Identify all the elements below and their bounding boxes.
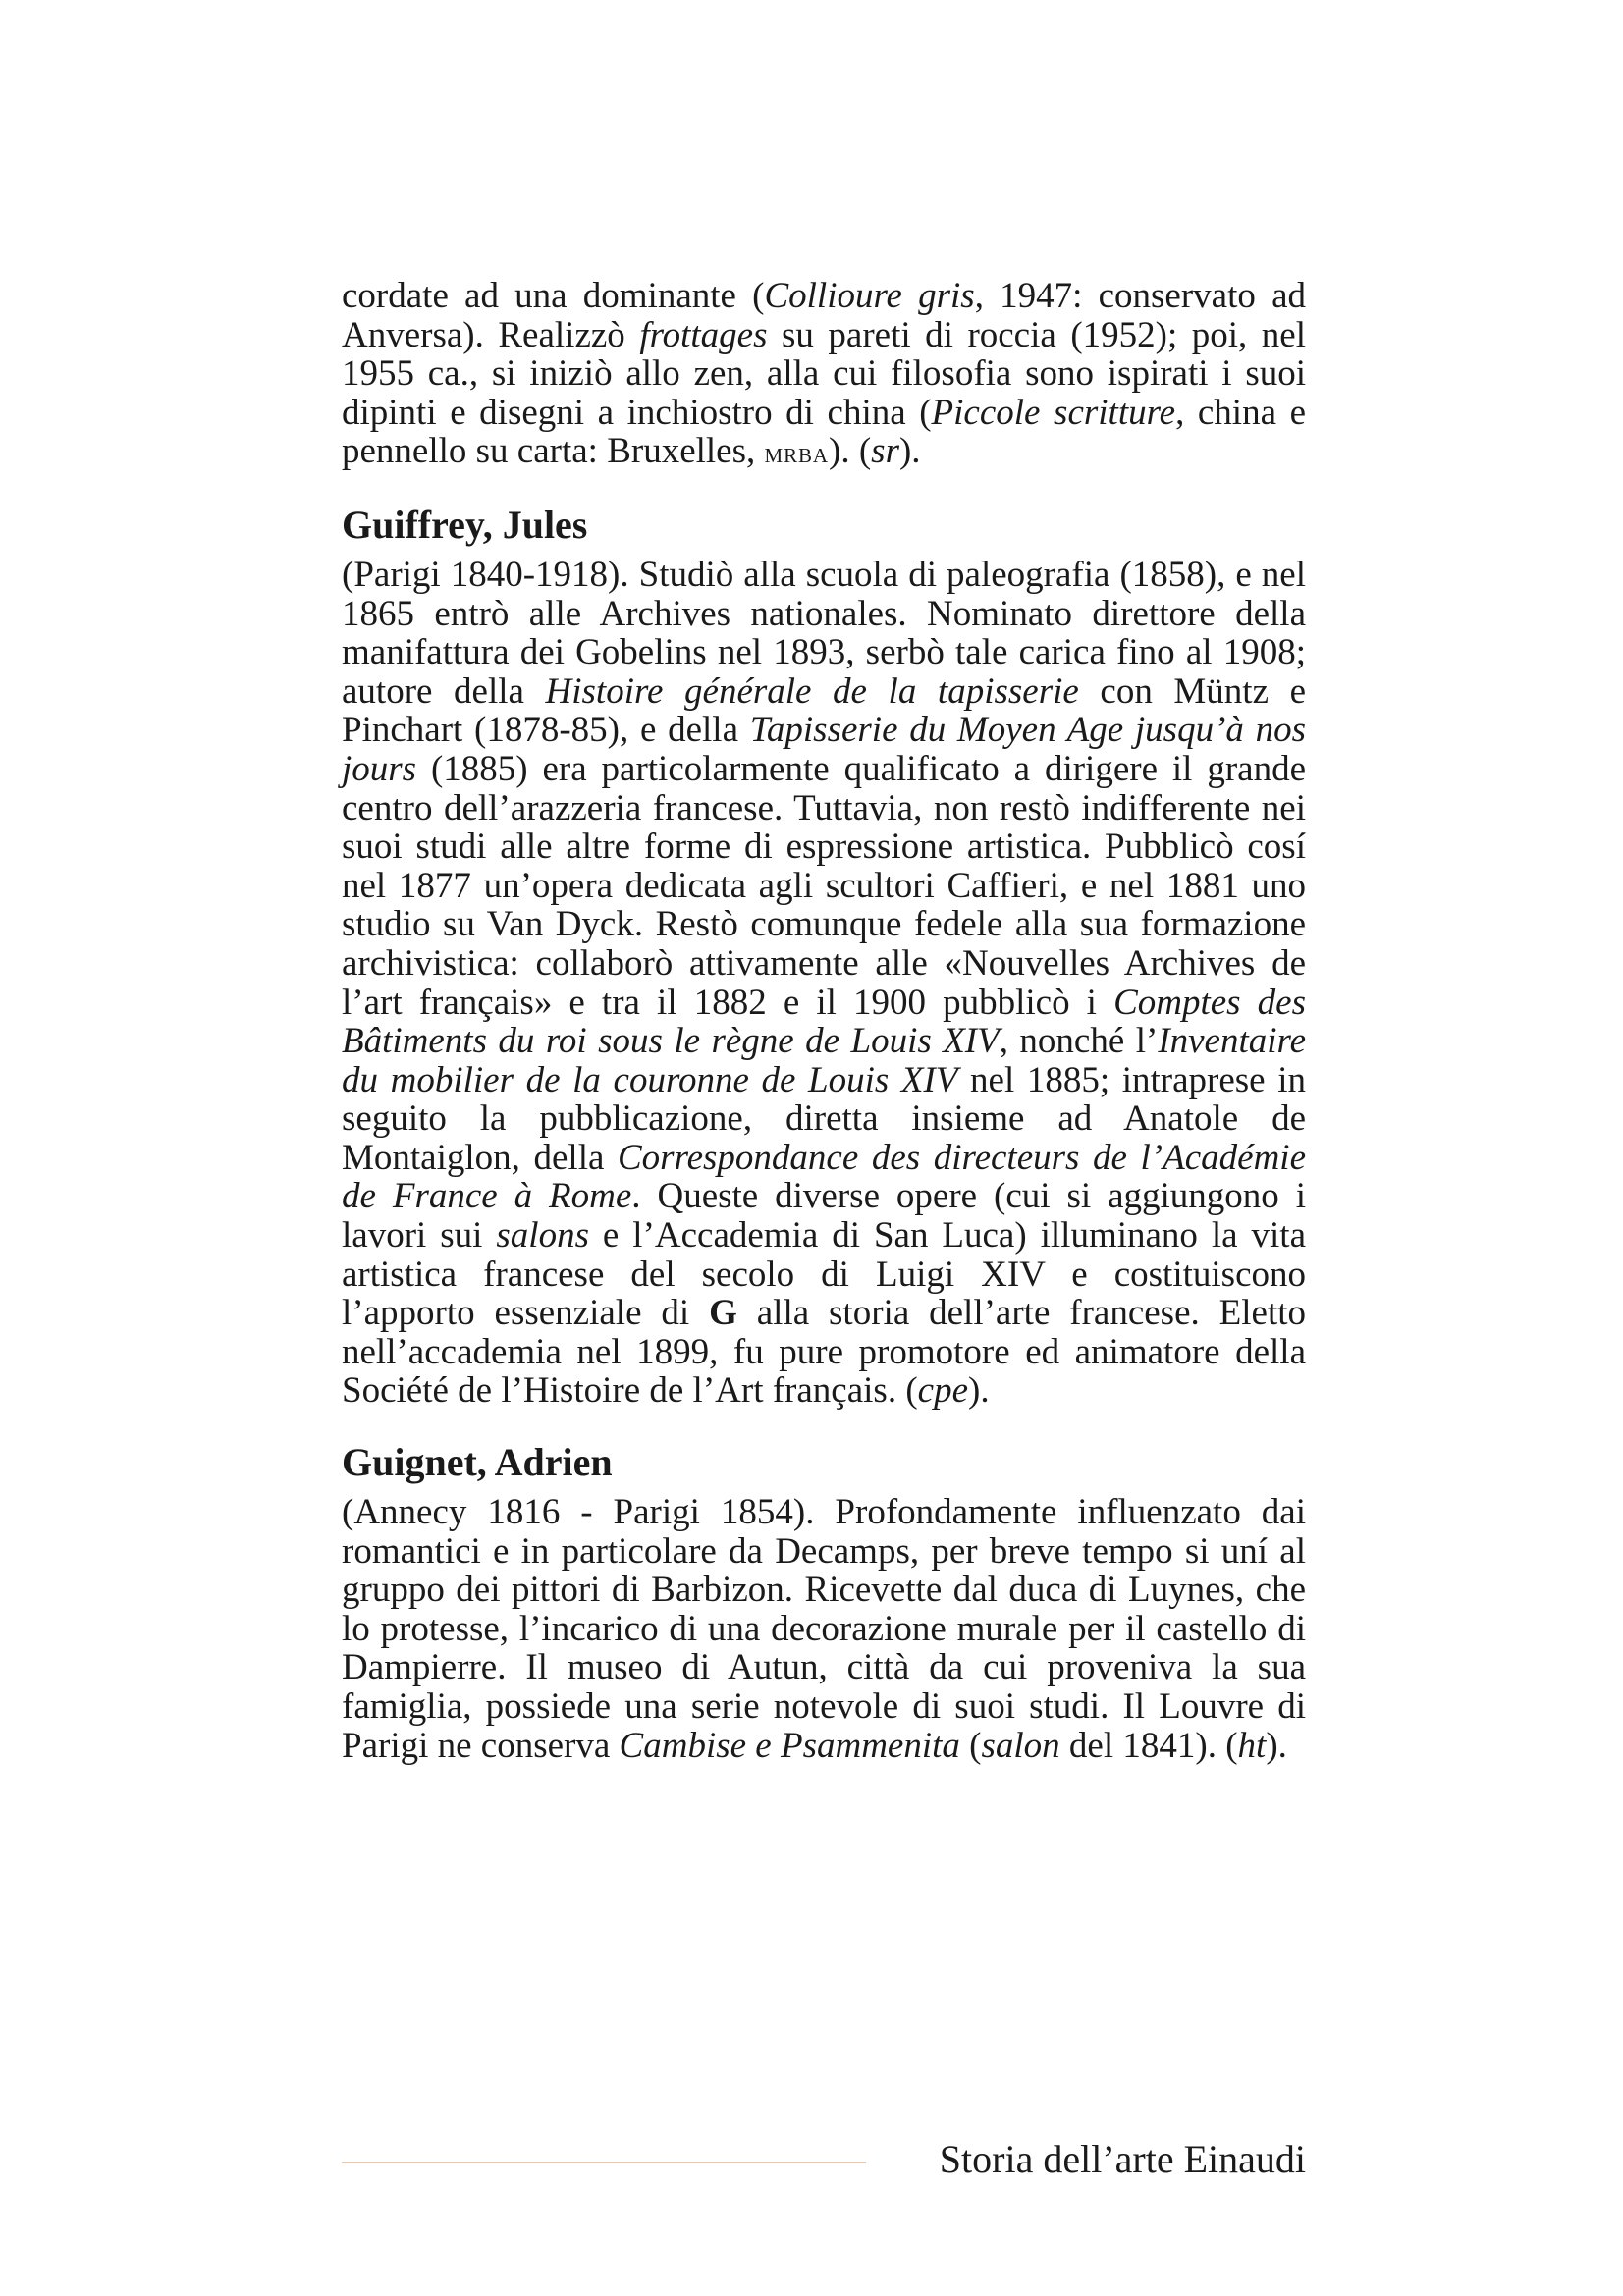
footer-rule [342,2162,866,2163]
bold-segment: G [709,1293,737,1334]
text-segment: , china e pennello su carta: Bruxelles, [342,392,1306,472]
italic-segment: salon [981,1725,1060,1766]
text-segment: . Queste diverse opere (cui si aggiungono i lavori sui [342,1176,1306,1256]
text-segment: (Parigi 1840-1918). Studiò alla scuola di paleografia (1858), e nel 1865 entrò alle Archives nationales. Nominato direttore della manifattura dei Gobelins nel 1893, serbò tale carica fino al 1908; autore della [342,554,1306,712]
page-footer [342,2136,1306,2185]
footer-title: Storia dell’arte Einaudi [939,2137,1306,2181]
italic-segment: Comptes des Bâtiments du roi sous le règne de Louis XIV [342,982,1306,1062]
text-segment: ). [968,1370,990,1412]
italic-segment: Correspondance des directeurs de l’Académie de France à Rome [342,1137,1306,1217]
text-segment: (1885) era particolarmente qualificato a dirigere il grande centro dell’arazzeria francese. Tuttavia, non restò indifferente nei suoi studi alle altre forme di espressione artistica. Pubblicò cosí nel 1877 un’opera dedicata agli scultori Caffieri, e nel 1881 uno studio su Van Dyck. Restò comunque fedele alla sua formazione archivistica: collaborò attivamente alle «Nouvelles Archives de l’art français» e tra il 1882 e il 1900 pubblicò i [342,748,1306,1023]
continuation-paragraph [342,277,1306,473]
text-segment: ). [898,431,921,472]
italic-segment: salons [496,1215,589,1256]
text-segment: , nonché l’ [999,1021,1159,1062]
entry-body [342,1493,1306,1765]
entry-heading: Guignet, Adrien [342,1440,613,1485]
entry-guignet [342,1440,1306,1765]
text-column [342,277,1306,1765]
italic-segment: Piccole scritture [931,392,1176,433]
text-segment: cordate ad una dominante ( [342,276,765,316]
text-segment: nel 1885; intraprese in seguito la pubblicazione, diretta insieme ad Anatole de Montaiglon, della [342,1059,1306,1178]
italic-segment: Inventaire du mobilier de la couronne de Louis XIV [342,1021,1306,1100]
italic-segment: Tapisserie du Moyen Age jusqu’à nos jours [342,710,1307,789]
entry-heading: Guiffrey, Jules [342,502,588,547]
italic-segment: Collioure gris [764,276,975,316]
text-segment: su pareti di roccia (1952); poi, nel 1955 ca., si iniziò allo zen, alla cui filosofia sono ispirati i suoi dipinti e disegni a inchiostro di china ( [342,314,1306,433]
text-segment: del 1841). ( [1059,1725,1238,1766]
italic-segment: frottages [639,314,768,355]
entry-guiffrey [342,503,1306,1411]
text-segment: con Müntz e Pinchart (1878-85), e della [342,670,1307,751]
italic-segment: Histoire générale de la tapisserie [545,670,1079,712]
italic-segment: Cambise e Psammenita [619,1725,960,1766]
author-initials: cpe [917,1370,968,1412]
text-segment: ( [959,1725,982,1766]
text-segment: alla storia dell’arte francese. Eletto nell’accademia nel 1899, fu pure promotore ed animatore della Société de l’Histoire de l’Art français. ( [342,1293,1307,1412]
smallcaps-segment: mrba [764,436,830,470]
text-segment: ). [1266,1725,1287,1766]
text-segment: (Annecy 1816 - Parigi 1854). Profondamente influenzato dai romantici e in particolare da Decamps, per breve tempo si uní al gruppo dei pittori di Barbizon. Ricevette dal duca di Luynes, che lo protesse, l’incarico di una decorazione murale per il castello di Dampierre. Il museo di Autun, città da cui proveniva la sua famiglia, possiede una serie notevole di suoi studi. Il Louvre di Parigi ne conserva [342,1492,1306,1766]
author-initials: sr [871,431,899,472]
text-segment: , 1947: conservato ad Anversa). Realizzò [342,276,1306,355]
author-initials: ht [1237,1725,1267,1766]
text-segment: e l’Accademia di San Luca) illuminano la vita artistica francese del secolo di Luigi XIV e costituiscono l’apporto essenziale di [342,1215,1307,1334]
text-segment: ). ( [829,431,872,472]
entry-body [342,556,1306,1411]
